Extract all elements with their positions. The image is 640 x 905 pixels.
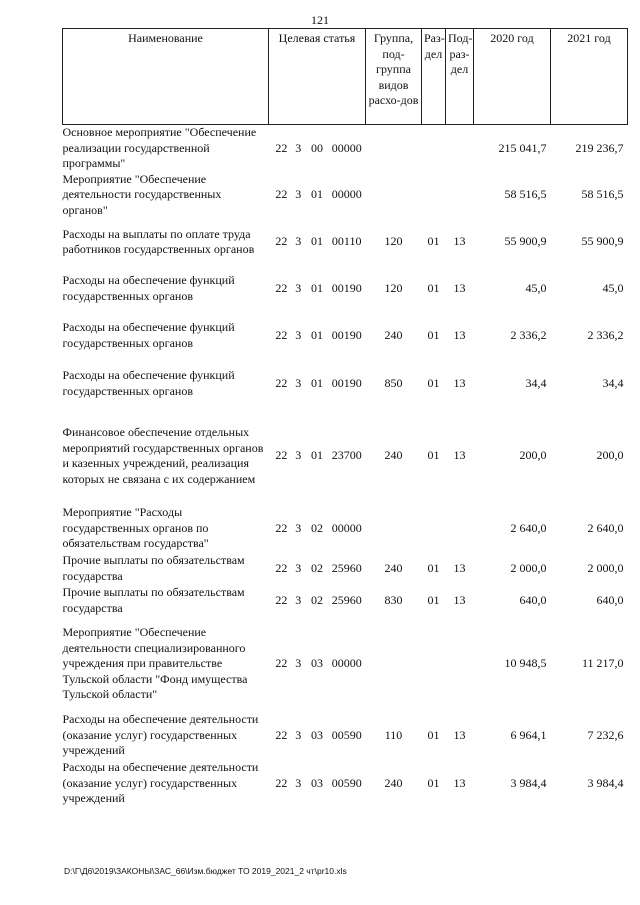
row-2021: 3 984,4 [587, 775, 624, 790]
target-code-t2: 3 [295, 327, 302, 342]
target-code-t4: 00000 [331, 140, 362, 155]
row-section: 01 [427, 280, 440, 295]
row-subsection: 13 [453, 234, 466, 249]
header-name: Наименование [63, 29, 269, 125]
row-target-article [269, 360, 366, 408]
table-row [63, 553, 628, 585]
page-number: 121 [311, 13, 329, 27]
header-2021: 2021 год [551, 29, 628, 125]
row-name: Расходы на обеспечение функций государственных органов [62, 368, 235, 398]
row-target-article [269, 219, 366, 266]
target-code-t2: 3 [295, 375, 302, 390]
row-2021: 55 900,9 [581, 234, 624, 249]
row-section [422, 172, 446, 219]
row-section: 01 [427, 727, 440, 742]
row-name: Мероприятие "Расходы государственных органов по обязательствам государства" [62, 505, 209, 551]
target-code-t1: 22 [275, 448, 288, 463]
row-name: Мероприятие "Обеспечение деятельности специализированного учреждения при правительстве Тульской области "Фонд имущества Тульской области" [62, 625, 248, 702]
target-code-t2: 3 [295, 727, 302, 742]
row-group: 120 [384, 234, 403, 249]
target-code-t1: 22 [275, 327, 288, 342]
row-section: 01 [427, 327, 440, 342]
target-code-t1: 22 [275, 560, 288, 575]
table-row [63, 125, 628, 172]
target-code-t1: 22 [275, 280, 288, 295]
row-target-article [269, 312, 366, 360]
table-row [63, 408, 628, 505]
target-code-t1: 22 [275, 775, 288, 790]
row-target-article [269, 266, 366, 312]
row-group: 240 [384, 560, 403, 575]
row-2021: 45,0 [602, 280, 624, 295]
row-section: 01 [427, 560, 440, 575]
row-subsection [446, 617, 474, 712]
target-code-t4: 00190 [331, 375, 362, 390]
target-code-t2: 3 [295, 140, 302, 155]
row-target-article [269, 585, 366, 617]
row-group [366, 172, 422, 219]
target-code-t2: 3 [295, 448, 302, 463]
target-code-t1: 22 [275, 234, 288, 249]
target-code-t2: 3 [295, 520, 302, 535]
target-code-t4: 00190 [331, 327, 362, 342]
target-code-t4: 00110 [331, 234, 362, 249]
target-code-t3: 01 [311, 448, 324, 463]
target-code-t3: 03 [311, 727, 324, 742]
row-name: Расходы на обеспечение функций государственных органов [62, 273, 235, 303]
row-2021: 11 217,0 [581, 656, 624, 671]
row-group: 240 [384, 775, 403, 790]
row-target-article [269, 760, 366, 808]
target-code-t3: 01 [311, 280, 324, 295]
target-code-t2: 3 [295, 592, 302, 607]
row-2020: 2 336,2 [510, 327, 547, 342]
target-code-t4: 00590 [331, 775, 362, 790]
row-2020: 34,4 [525, 375, 547, 390]
row-group [366, 125, 422, 172]
target-code-t1: 22 [275, 375, 288, 390]
table-body [63, 125, 628, 808]
row-group [366, 617, 422, 712]
row-target-article [269, 712, 366, 760]
target-code-t1: 22 [275, 592, 288, 607]
row-2020: 2 640,0 [510, 520, 547, 535]
target-code-t1: 22 [275, 656, 288, 671]
target-code-t2: 3 [295, 187, 302, 202]
table-row [63, 505, 628, 553]
target-code-t3: 01 [311, 375, 324, 390]
row-subsection: 13 [453, 327, 466, 342]
row-2020: 2 000,0 [510, 560, 547, 575]
row-2020: 3 984,4 [510, 775, 547, 790]
table-row [63, 266, 628, 312]
table-row [63, 312, 628, 360]
row-group: 240 [384, 327, 403, 342]
row-name: Прочие выплаты по обязательствам государства [62, 553, 245, 583]
row-subsection: 13 [453, 592, 466, 607]
row-name: Расходы на обеспечение деятельности (оказание услуг) государственных учреждений [62, 760, 259, 806]
target-code-t4: 00000 [331, 520, 362, 535]
row-subsection: 13 [453, 375, 466, 390]
row-2020: 58 516,5 [504, 187, 547, 202]
row-name: Расходы на выплаты по оплате труда работников государственных органов [62, 226, 255, 256]
row-group [366, 505, 422, 553]
target-code-t4: 23700 [331, 448, 362, 463]
row-2021: 2 000,0 [587, 560, 624, 575]
target-code-t2: 3 [295, 234, 302, 249]
row-group: 830 [384, 592, 403, 607]
row-2020: 55 900,9 [504, 234, 547, 249]
row-group: 240 [384, 448, 403, 463]
row-section [422, 505, 446, 553]
target-code-t4: 25960 [331, 592, 362, 607]
row-name: Прочие выплаты по обязательствам государства [62, 585, 245, 615]
row-2020: 10 948,5 [504, 656, 547, 671]
row-2021: 219 236,7 [575, 140, 624, 155]
header-2020: 2020 год [474, 29, 551, 125]
target-code-t4: 00000 [331, 656, 362, 671]
target-code-t1: 22 [275, 140, 288, 155]
target-code-t3: 01 [311, 234, 324, 249]
target-code-t2: 3 [295, 560, 302, 575]
row-2021: 2 336,2 [587, 327, 624, 342]
row-section [422, 617, 446, 712]
row-section: 01 [427, 448, 440, 463]
table-row [63, 219, 628, 266]
table-row [63, 585, 628, 617]
row-target-article [269, 617, 366, 712]
row-subsection [446, 172, 474, 219]
row-section: 01 [427, 375, 440, 390]
table-row [63, 712, 628, 760]
row-2020: 640,0 [519, 592, 547, 607]
target-code-t3: 03 [311, 656, 324, 671]
row-name: Финансовое обеспечение отдельных мероприятий государственных органов и казенных учреждений, реализация которых не связана с их содержанием [62, 425, 264, 486]
row-section: 01 [427, 592, 440, 607]
table-row [63, 172, 628, 219]
target-code-t4: 00000 [331, 187, 362, 202]
target-code-t4: 00590 [331, 727, 362, 742]
row-2021: 34,4 [602, 375, 624, 390]
target-code-t1: 22 [275, 520, 288, 535]
budget-table [62, 28, 628, 808]
header-group: Группа, под-группа видов расхо-дов [366, 29, 422, 125]
header-row [63, 29, 628, 125]
row-subsection [446, 505, 474, 553]
row-target-article [269, 408, 366, 505]
row-2021: 640,0 [596, 592, 624, 607]
target-code-t1: 22 [275, 727, 288, 742]
header-subsection: Под-раз-дел [446, 29, 474, 125]
row-2020: 6 964,1 [510, 727, 547, 742]
target-code-t3: 03 [311, 775, 324, 790]
target-code-t3: 02 [311, 520, 324, 535]
row-subsection: 13 [453, 727, 466, 742]
target-code-t1: 22 [275, 187, 288, 202]
target-code-t4: 00190 [331, 280, 362, 295]
target-code-t3: 01 [311, 327, 324, 342]
target-code-t4: 25960 [331, 560, 362, 575]
table-row [63, 760, 628, 808]
row-2021: 2 640,0 [587, 520, 624, 535]
row-target-article [269, 553, 366, 585]
row-2020: 200,0 [519, 448, 547, 463]
row-subsection: 13 [453, 775, 466, 790]
row-2020: 45,0 [525, 280, 547, 295]
row-2021: 200,0 [596, 448, 624, 463]
row-section [422, 125, 446, 172]
header-target: Целевая статья [269, 29, 366, 125]
row-group: 120 [384, 280, 403, 295]
row-target-article [269, 125, 366, 172]
row-2021: 58 516,5 [581, 187, 624, 202]
row-group: 850 [384, 375, 403, 390]
target-code-t3: 02 [311, 592, 324, 607]
row-2020: 215 041,7 [498, 140, 547, 155]
target-code-t2: 3 [295, 280, 302, 295]
row-section: 01 [427, 775, 440, 790]
target-code-t3: 02 [311, 560, 324, 575]
row-subsection: 13 [453, 560, 466, 575]
target-code-t3: 01 [311, 187, 324, 202]
row-subsection: 13 [453, 448, 466, 463]
row-name: Основное мероприятие "Обеспечение реализации государственной программы" [62, 125, 257, 170]
table-row [63, 360, 628, 408]
target-code-t2: 3 [295, 656, 302, 671]
row-section: 01 [427, 234, 440, 249]
row-name: Расходы на обеспечение функций государственных органов [62, 320, 235, 350]
row-2021: 7 232,6 [587, 727, 624, 742]
row-subsection: 13 [453, 280, 466, 295]
row-group: 110 [384, 727, 403, 742]
row-subsection [446, 125, 474, 172]
row-name: Мероприятие "Обеспечение деятельности государственных органов" [62, 171, 222, 217]
row-target-article [269, 172, 366, 219]
file-path-footer: D:\Г\Д6\2019\ЗАКОНЫ\ЗАС_66\Изм.бюджет ТО 2019_2021_2 чт\pr10.xls [64, 866, 347, 876]
header-section: Раз-дел [422, 29, 446, 125]
target-code-t2: 3 [295, 775, 302, 790]
table-row [63, 617, 628, 712]
target-code-t3: 00 [311, 140, 324, 155]
row-name: Расходы на обеспечение деятельности (оказание услуг) государственных учреждений [62, 712, 259, 758]
row-target-article [269, 505, 366, 553]
